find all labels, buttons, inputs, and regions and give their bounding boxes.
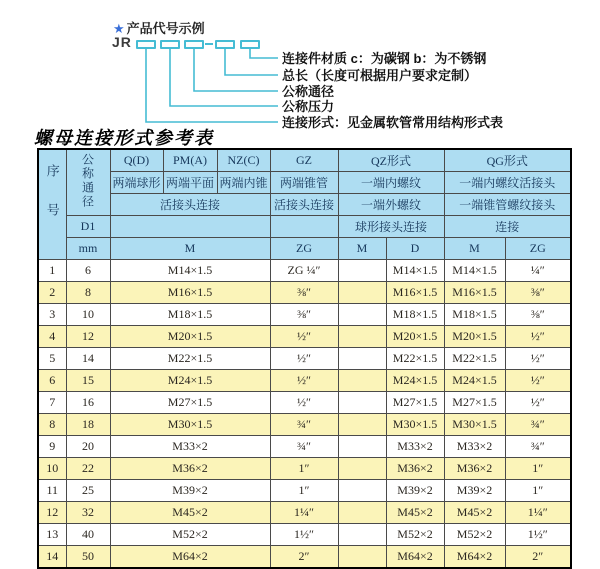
cell-m: M27×1.5 xyxy=(110,392,270,414)
code-box-2 xyxy=(160,40,180,49)
cell-zg: ⅜″ xyxy=(270,304,338,326)
cell-m: M18×1.5 xyxy=(110,304,270,326)
table-row xyxy=(38,282,571,304)
product-code-heading-text: 产品代号示例 xyxy=(126,21,205,36)
cell-dn: 32 xyxy=(66,502,110,524)
cell-qg_m: M30×1.5 xyxy=(444,414,505,436)
table-row xyxy=(38,414,571,436)
table-row xyxy=(38,502,571,524)
cell-dn: 12 xyxy=(66,326,110,348)
cell-zg: ⅜″ xyxy=(270,282,338,304)
cell-seq: 6 xyxy=(38,370,66,392)
cell-qg_m: M18×1.5 xyxy=(444,304,505,326)
header-d: D xyxy=(386,238,444,260)
cell-qg_m: M24×1.5 xyxy=(444,370,505,392)
header-m1: M xyxy=(110,238,270,260)
table-row xyxy=(38,392,571,414)
cell-dn: 50 xyxy=(66,546,110,569)
cell-qg_zg: ½″ xyxy=(505,370,571,392)
header-mm: mm xyxy=(66,238,110,260)
header-col-qg: QG形式 xyxy=(444,149,571,172)
cell-qz_d: M14×1.5 xyxy=(386,260,444,282)
cell-qg_zg: ¾″ xyxy=(505,414,571,436)
cell-qg_zg: 1″ xyxy=(505,458,571,480)
cell-qz_d: M16×1.5 xyxy=(386,282,444,304)
cell-seq: 11 xyxy=(38,480,66,502)
code-box-4 xyxy=(215,40,235,49)
code-dash xyxy=(205,43,213,45)
table-row xyxy=(38,304,571,326)
cell-qz_m xyxy=(338,370,386,392)
cell-dn: 16 xyxy=(66,392,110,414)
cell-zg: 1″ xyxy=(270,458,338,480)
header-qz-conn: 球形接头连接 xyxy=(338,216,444,238)
nut-connection-table xyxy=(37,148,572,569)
table-row xyxy=(38,436,571,458)
table-row xyxy=(38,546,571,569)
header-zg1: ZG xyxy=(270,238,338,260)
cell-qz_d: M39×2 xyxy=(386,480,444,502)
cell-qz_m xyxy=(338,392,386,414)
header-q-desc: 两端球形 xyxy=(110,172,163,194)
cell-m: M24×1.5 xyxy=(110,370,270,392)
cell-qg_zg: 1″ xyxy=(505,480,571,502)
cell-zg: ¾″ xyxy=(270,414,338,436)
cell-zg: 1½″ xyxy=(270,524,338,546)
header-qg-desc2: 一端锥管螺纹接头 xyxy=(444,194,571,216)
cell-qg_m: M33×2 xyxy=(444,436,505,458)
cell-qg_m: M27×1.5 xyxy=(444,392,505,414)
code-label-diameter: 公称通径 xyxy=(282,84,335,99)
header-m2: M xyxy=(338,238,386,260)
cell-qg_m: M14×1.5 xyxy=(444,260,505,282)
cell-qg_zg: ⅜″ xyxy=(505,304,571,326)
cell-qz_d: M22×1.5 xyxy=(386,348,444,370)
header-union-conn: 活接头连接 xyxy=(110,194,270,216)
header-d1: D1 xyxy=(66,216,110,238)
cell-qg_m: M52×2 xyxy=(444,524,505,546)
header-qg-desc1: 一端内螺纹活接头 xyxy=(444,172,571,194)
cell-seq: 4 xyxy=(38,326,66,348)
header-col-q: Q(D) xyxy=(110,149,163,172)
cell-qg_zg: ½″ xyxy=(505,392,571,414)
code-box-5 xyxy=(240,40,260,49)
header-nz-desc: 两端内锥 xyxy=(217,172,270,194)
cell-seq: 2 xyxy=(38,282,66,304)
cell-qz_d: M33×2 xyxy=(386,436,444,458)
cell-qg_zg: ¼″ xyxy=(505,260,571,282)
cell-qz_m xyxy=(338,348,386,370)
cell-zg: 2″ xyxy=(270,546,338,569)
cell-zg: ½″ xyxy=(270,326,338,348)
cell-qz_d: M27×1.5 xyxy=(386,392,444,414)
cell-qz_m xyxy=(338,524,386,546)
header-gz-desc: 两端锥管 xyxy=(270,172,338,194)
code-label-connection: 连接形式：见金属软管常用结构形式表 xyxy=(282,115,504,130)
header-m3: M xyxy=(444,238,505,260)
cell-qz_d: M24×1.5 xyxy=(386,370,444,392)
cell-m: M22×1.5 xyxy=(110,348,270,370)
cell-seq: 9 xyxy=(38,436,66,458)
cell-seq: 7 xyxy=(38,392,66,414)
header-qg-conn: 连接 xyxy=(444,216,571,238)
header-pm-desc: 两端平面 xyxy=(163,172,217,194)
cell-zg: 1″ xyxy=(270,480,338,502)
cell-m: M36×2 xyxy=(110,458,270,480)
table-row xyxy=(38,480,571,502)
table-header xyxy=(38,149,571,260)
cell-qz_d: M45×2 xyxy=(386,502,444,524)
cell-qz_d: M20×1.5 xyxy=(386,326,444,348)
cell-qg_m: M16×1.5 xyxy=(444,282,505,304)
cell-m: M20×1.5 xyxy=(110,326,270,348)
code-box-1 xyxy=(136,40,156,49)
cell-dn: 25 xyxy=(66,480,110,502)
cell-seq: 14 xyxy=(38,546,66,569)
cell-zg: 1¼″ xyxy=(270,502,338,524)
cell-seq: 12 xyxy=(38,502,66,524)
cell-qg_zg: 1½″ xyxy=(505,524,571,546)
cell-qz_d: M30×1.5 xyxy=(386,414,444,436)
product-code-diagram xyxy=(0,0,600,132)
cell-qz_m xyxy=(338,304,386,326)
cell-qg_m: M45×2 xyxy=(444,502,505,524)
cell-qz_m xyxy=(338,260,386,282)
cell-qg_zg: ½″ xyxy=(505,326,571,348)
cell-seq: 13 xyxy=(38,524,66,546)
cell-m: M14×1.5 xyxy=(110,260,270,282)
header-zg2: ZG xyxy=(505,238,571,260)
cell-qg_m: M36×2 xyxy=(444,458,505,480)
header-gz-conn: 活接头连接 xyxy=(270,194,338,216)
cell-zg: ½″ xyxy=(270,370,338,392)
header-col-qz: QZ形式 xyxy=(338,149,444,172)
cell-qz_d: M64×2 xyxy=(386,546,444,569)
header-qz-desc1: 一端内螺纹 xyxy=(338,172,444,194)
cell-seq: 5 xyxy=(38,348,66,370)
cell-m: M30×1.5 xyxy=(110,414,270,436)
cell-zg: ZG ¼″ xyxy=(270,260,338,282)
cell-m: M16×1.5 xyxy=(110,282,270,304)
cell-zg: ½″ xyxy=(270,392,338,414)
cell-qg_zg: ⅜″ xyxy=(505,282,571,304)
cell-qg_zg: 2″ xyxy=(505,546,571,569)
table-row xyxy=(38,370,571,392)
cell-dn: 20 xyxy=(66,436,110,458)
cell-qz_d: M36×2 xyxy=(386,458,444,480)
cell-qg_m: M20×1.5 xyxy=(444,326,505,348)
header-qz-desc2: 一端外螺纹 xyxy=(338,194,444,216)
code-label-material: 连接件材质 c：为碳钢 b：为不锈钢 xyxy=(282,51,487,66)
cell-qz_m xyxy=(338,480,386,502)
header-dn: 公称通径 xyxy=(66,149,110,216)
cell-m: M64×2 xyxy=(110,546,270,569)
product-code-prefix: JR xyxy=(112,34,132,50)
cell-qz_m xyxy=(338,326,386,348)
cell-dn: 14 xyxy=(66,348,110,370)
cell-qg_zg: ¾″ xyxy=(505,436,571,458)
cell-seq: 1 xyxy=(38,260,66,282)
cell-dn: 18 xyxy=(66,414,110,436)
cell-qg_m: M39×2 xyxy=(444,480,505,502)
table-row xyxy=(38,326,571,348)
cell-dn: 10 xyxy=(66,304,110,326)
cell-qz_m xyxy=(338,502,386,524)
cell-zg: ¾″ xyxy=(270,436,338,458)
cell-seq: 10 xyxy=(38,458,66,480)
code-label-length: 总长（长度可根据用户要求定制） xyxy=(282,68,478,83)
cell-seq: 8 xyxy=(38,414,66,436)
cell-dn: 8 xyxy=(66,282,110,304)
cell-qz_m xyxy=(338,436,386,458)
cell-qz_m xyxy=(338,458,386,480)
header-empty-gz xyxy=(270,216,338,238)
table-row xyxy=(38,524,571,546)
table-row xyxy=(38,458,571,480)
table-body xyxy=(38,260,571,569)
code-label-pressure: 公称压力 xyxy=(282,99,335,114)
cell-qz_d: M52×2 xyxy=(386,524,444,546)
cell-qz_m xyxy=(338,546,386,569)
cell-zg: ½″ xyxy=(270,348,338,370)
header-col-nz: NZ(C) xyxy=(217,149,270,172)
cell-qg_m: M64×2 xyxy=(444,546,505,569)
header-empty-union xyxy=(110,216,270,238)
cell-qz_m xyxy=(338,414,386,436)
table-row xyxy=(38,348,571,370)
cell-dn: 15 xyxy=(66,370,110,392)
cell-qz_m xyxy=(338,282,386,304)
cell-m: M45×2 xyxy=(110,502,270,524)
cell-m: M52×2 xyxy=(110,524,270,546)
star-icon: ★ xyxy=(113,21,125,36)
header-seq: 序号 xyxy=(38,149,66,260)
table-title: 螺母连接形式参考表 xyxy=(34,128,214,148)
cell-dn: 22 xyxy=(66,458,110,480)
cell-dn: 40 xyxy=(66,524,110,546)
cell-qz_d: M18×1.5 xyxy=(386,304,444,326)
header-col-gz: GZ xyxy=(270,149,338,172)
cell-qg_m: M22×1.5 xyxy=(444,348,505,370)
cell-seq: 3 xyxy=(38,304,66,326)
table-row xyxy=(38,260,571,282)
cell-qg_zg: ½″ xyxy=(505,348,571,370)
cell-m: M33×2 xyxy=(110,436,270,458)
cell-qg_zg: 1¼″ xyxy=(505,502,571,524)
code-box-3 xyxy=(184,40,204,49)
header-col-pm: PM(A) xyxy=(163,149,217,172)
cell-m: M39×2 xyxy=(110,480,270,502)
cell-dn: 6 xyxy=(66,260,110,282)
